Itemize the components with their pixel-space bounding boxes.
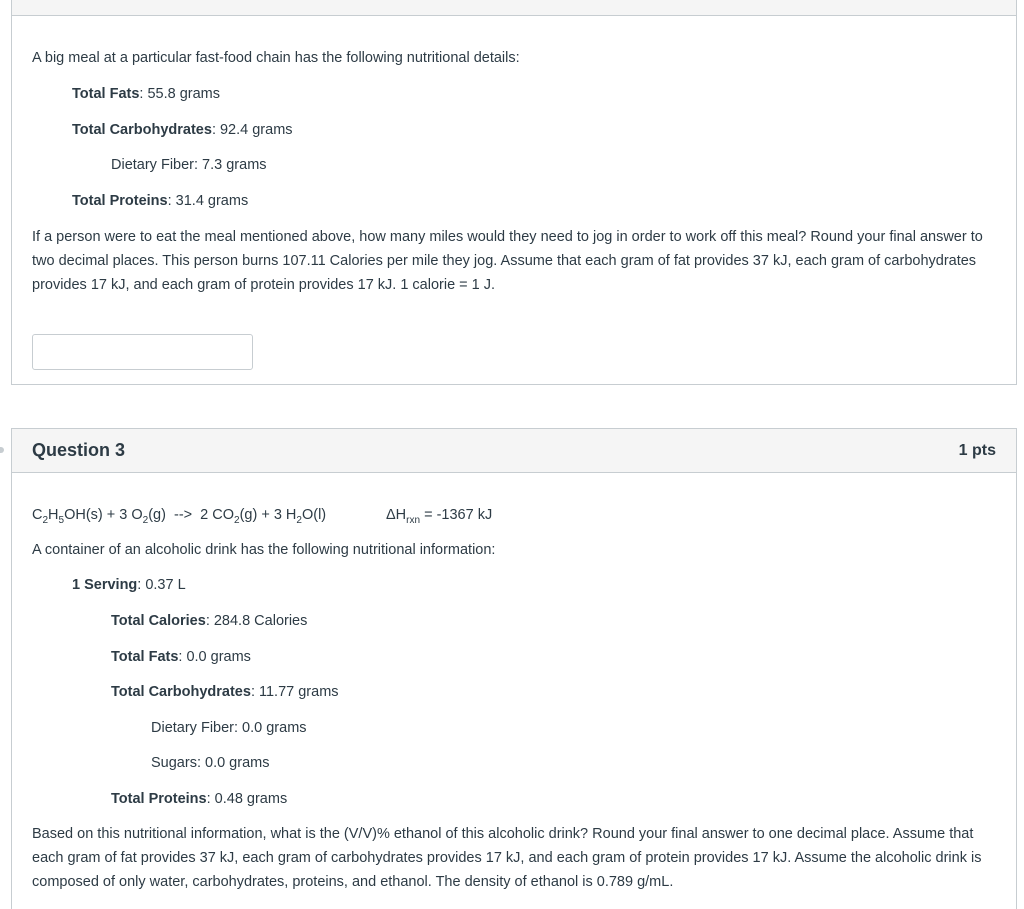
nutrition-item xyxy=(72,118,293,142)
nutrition-item xyxy=(111,680,339,704)
eq-sub: 2 xyxy=(42,514,49,526)
nutrition-label: Total Fats xyxy=(72,86,140,102)
eq-text: C xyxy=(32,507,43,523)
nutrition-item xyxy=(72,573,186,597)
nutrition-label: Total Proteins xyxy=(111,791,207,807)
eq-text: (g) --> 2 CO xyxy=(148,507,235,523)
eq-sub: 5 xyxy=(58,514,65,526)
nutrition-label: 1 Serving xyxy=(72,577,138,593)
question-points: 1 pts xyxy=(958,441,996,459)
nutrition-value: : 284.8 Calories xyxy=(205,613,308,629)
eq-sub: 2 xyxy=(234,514,240,526)
question-card-3 xyxy=(11,428,1017,909)
nutrition-value: : 0.37 L xyxy=(137,577,186,593)
nutrition-item xyxy=(111,645,251,669)
nutrition-value: : 55.8 grams xyxy=(139,86,220,102)
nutrition-value: Dietary Fiber: 0.0 grams xyxy=(151,720,307,736)
nutrition-item xyxy=(72,189,248,213)
question-header xyxy=(12,429,1016,473)
eq-text: ΔH xyxy=(386,507,407,523)
nutrition-value: Dietary Fiber: 7.3 grams xyxy=(111,157,267,173)
nutrition-item xyxy=(111,787,287,811)
eq-text: O(l) xyxy=(301,507,327,523)
nutrition-value: : 0.0 grams xyxy=(178,649,251,665)
question-title: Question 3 xyxy=(32,440,126,460)
eq-text: = -1367 kJ xyxy=(420,507,493,523)
eq-text: (g) + 3 H xyxy=(239,507,297,523)
eq-sub: 2 xyxy=(296,514,302,526)
nutrition-value: : 31.4 grams xyxy=(167,193,249,209)
enthalpy-value xyxy=(386,503,492,527)
nutrition-value: : 92.4 grams xyxy=(211,122,293,138)
chemical-equation xyxy=(32,503,326,527)
nutrition-item xyxy=(72,82,220,106)
nutrition-item xyxy=(151,751,269,775)
nutrition-item xyxy=(111,609,307,633)
question-flag-marker[interactable] xyxy=(0,447,4,453)
nutrition-value: : 0.48 grams xyxy=(206,791,288,807)
eq-sub: rxn xyxy=(406,514,421,526)
nutrition-label: Total Proteins xyxy=(72,193,168,209)
question-intro: A big meal at a particular fast-food chain has the following nutritional details: xyxy=(32,50,520,66)
nutrition-label: Total Fats xyxy=(111,649,179,665)
nutrition-item xyxy=(151,716,307,740)
nutrition-label: Total Carbohydrates xyxy=(111,684,251,700)
nutrition-label: Total Calories xyxy=(111,613,206,629)
question-card-previous xyxy=(11,0,1017,385)
eq-text: OH(s) + 3 O xyxy=(64,507,143,523)
question-header-previous xyxy=(12,0,1016,16)
nutrition-item xyxy=(111,153,267,177)
answer-input[interactable] xyxy=(32,334,253,370)
eq-sub: 2 xyxy=(142,514,149,526)
nutrition-value: : 11.77 grams xyxy=(250,684,339,700)
nutrition-label: Total Carbohydrates xyxy=(72,122,212,138)
question-prompt: If a person were to eat the meal mentioned above, how many miles would they need to jog in order to work off this meal? Round your final answer to two decimal places. This person burns 107.11 Calories per mile they jog. Assume that each gram of fat provides 37 kJ, each gram of carbohydrates provides 17 kJ, and each gram of protein provides 17 kJ. 1 calorie = 1 J. xyxy=(32,229,983,293)
eq-text: H xyxy=(48,507,59,523)
question-intro: A container of an alcoholic drink has the following nutritional information: xyxy=(32,542,496,558)
nutrition-value: Sugars: 0.0 grams xyxy=(151,755,270,771)
question-prompt: Based on this nutritional information, what is the (V/V)% ethanol of this alcoholic drink? Round your final answer to one decimal place. Assume that each gram of fat provides 37 kJ, each gram of carbohydrates provides 17 kJ, and each gram of protein provides 17 kJ. Assume the alcoholic drink is composed of only water, carbohydrates, proteins, and ethanol. The density of ethanol is 0.789 g/mL. xyxy=(32,826,982,890)
